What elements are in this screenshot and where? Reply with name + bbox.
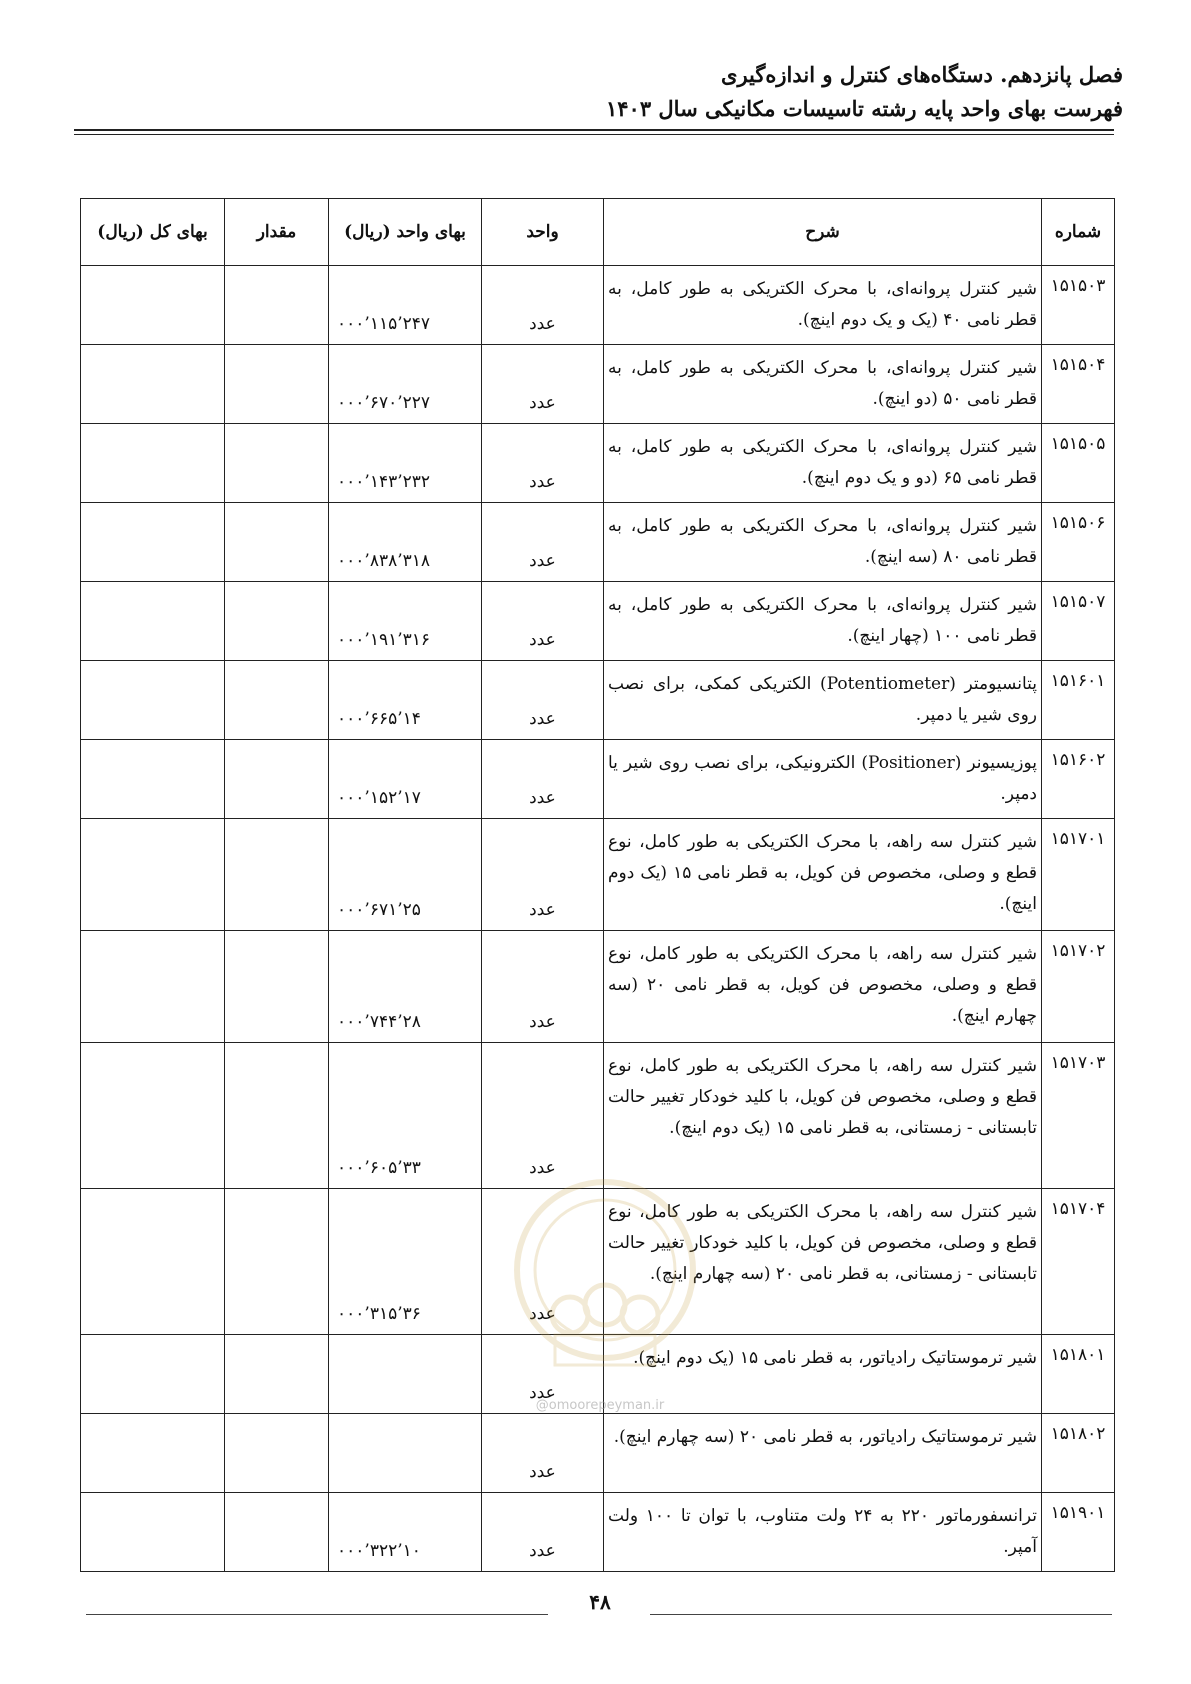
row-quantity: [225, 1414, 329, 1493]
row-unit: عدد: [482, 266, 604, 345]
header-unit: واحد: [482, 199, 604, 266]
row-quantity: [225, 582, 329, 661]
header-quantity: مقدار: [225, 199, 329, 266]
row-code: ۱۵۱۷۰۴: [1042, 1189, 1115, 1335]
row-total: [81, 582, 225, 661]
row-unit-price: [329, 1414, 482, 1493]
watermark-text: @omoorepeyman.ir: [535, 1398, 665, 1413]
row-unit: عدد: [482, 931, 604, 1043]
row-unit-price: ۳۱۶’۱۹۱’۰۰۰: [329, 582, 482, 661]
row-quantity: [225, 1335, 329, 1414]
row-quantity: [225, 661, 329, 740]
row-code: ۱۵۱۷۰۲: [1042, 931, 1115, 1043]
row-total: [81, 1335, 225, 1414]
row-total: [81, 740, 225, 819]
page-number: ۴۸: [589, 1590, 611, 1614]
header-rule: [74, 129, 1114, 131]
row-unit-price: ۲۴۷’۱۱۵’۰۰۰: [329, 266, 482, 345]
chapter-title: فصل پانزدهم. دستگاه‌های کنترل و اندازه‌گیری: [721, 62, 1123, 87]
row-code: ۱۵۱۵۰۶: [1042, 503, 1115, 582]
table-row: [81, 1189, 1115, 1335]
row-unit-price: ۱۴’۶۶۵’۰۰۰: [329, 661, 482, 740]
header-description: شرح: [604, 199, 1042, 266]
row-code: ۱۵۱۸۰۱: [1042, 1335, 1115, 1414]
table-row: [81, 503, 1115, 582]
table-row: [81, 740, 1115, 819]
row-unit-price: ۱۷’۱۵۲’۰۰۰: [329, 740, 482, 819]
row-code: ۱۵۱۶۰۲: [1042, 740, 1115, 819]
table-row: [81, 931, 1115, 1043]
row-description: ترانسفورماتور ۲۲۰ به ۲۴ ولت متناوب، با توان تا ۱۰۰ ولت آمپر.: [604, 1493, 1042, 1572]
row-description: شیر ترموستاتیک رادیاتور، به قطر نامی ۱۵ (یک دوم اینچ).: [604, 1335, 1042, 1414]
header-code: شماره: [1042, 199, 1115, 266]
row-code: ۱۵۱۹۰۱: [1042, 1493, 1115, 1572]
row-quantity: [225, 740, 329, 819]
row-description: شیر کنترل سه راهه، با محرک الکتریکی به طور کامل، نوع قطع و وصلی، مخصوص فن کویل، با کلید خودکار تغییر حالت تابستانی - زمستانی، به قطر نامی ۲۰ (سه چهارم اینچ).: [604, 1189, 1042, 1335]
table-row: [81, 1493, 1115, 1572]
row-unit-price: [329, 1335, 482, 1414]
footer-rule-right: [650, 1614, 1112, 1615]
row-code: ۱۵۱۷۰۳: [1042, 1043, 1115, 1189]
row-quantity: [225, 1189, 329, 1335]
row-description: شیر کنترل پروانه‌ای، با محرک الکتریکی به طور کامل، به قطر نامی ۸۰ (سه اینچ).: [604, 503, 1042, 582]
table-row: [81, 266, 1115, 345]
row-description: شیر کنترل پروانه‌ای، با محرک الکتریکی به طور کامل، به قطر نامی ۴۰ (یک و یک دوم اینچ).: [604, 266, 1042, 345]
row-unit: عدد: [482, 1043, 604, 1189]
row-unit: عدد: [482, 819, 604, 931]
row-description: شیر ترموستاتیک رادیاتور، به قطر نامی ۲۰ (سه چهارم اینچ).: [604, 1414, 1042, 1493]
row-description: شیر کنترل سه راهه، با محرک الکتریکی به طور کامل، نوع قطع و وصلی، مخصوص فن کویل، به قطر نامی ۱۵ (یک دوم اینچ).: [604, 819, 1042, 931]
row-unit-price: ۲۸’۷۴۴’۰۰۰: [329, 931, 482, 1043]
row-description: شیر کنترل پروانه‌ای، با محرک الکتریکی به طور کامل، به قطر نامی ۵۰ (دو اینچ).: [604, 345, 1042, 424]
row-description: پوزیسیونر (Positioner) الکترونیکی، برای نصب روی شیر یا دمپر.: [604, 740, 1042, 819]
row-quantity: [225, 1493, 329, 1572]
row-unit-price: ۱۰’۳۲۲’۰۰۰: [329, 1493, 482, 1572]
document-subtitle: فهرست بهای واحد پایه رشته تاسیسات مکانیکی سال ۱۴۰۳: [605, 96, 1123, 121]
row-total: [81, 1043, 225, 1189]
row-code: ۱۵۱۵۰۴: [1042, 345, 1115, 424]
row-total: [81, 266, 225, 345]
header-rule-thin: [74, 134, 1114, 135]
row-description: پتانسیومتر (Potentiometer) الکتریکی کمکی، برای نصب روی شیر یا دمپر.: [604, 661, 1042, 740]
row-description: شیر کنترل پروانه‌ای، با محرک الکتریکی به طور کامل، به قطر نامی ۱۰۰ (چهار اینچ).: [604, 582, 1042, 661]
row-code: ۱۵۱۵۰۵: [1042, 424, 1115, 503]
table-row: [81, 582, 1115, 661]
table-row: [81, 345, 1115, 424]
row-total: [81, 1189, 225, 1335]
row-total: [81, 661, 225, 740]
row-code: ۱۵۱۵۰۷: [1042, 582, 1115, 661]
row-description: شیر کنترل سه راهه، با محرک الکتریکی به طور کامل، نوع قطع و وصلی، مخصوص فن کویل، با کلید خودکار تغییر حالت تابستانی - زمستانی، به قطر نامی ۱۵ (یک دوم اینچ).: [604, 1043, 1042, 1189]
row-total: [81, 931, 225, 1043]
row-unit: عدد: [482, 1335, 604, 1414]
row-unit-price: ۳۳’۶۰۵’۰۰۰: [329, 1043, 482, 1189]
row-quantity: [225, 931, 329, 1043]
row-code: ۱۵۱۸۰۲: [1042, 1414, 1115, 1493]
row-quantity: [225, 424, 329, 503]
table-row: [81, 1414, 1115, 1493]
row-description: شیر کنترل پروانه‌ای، با محرک الکتریکی به طور کامل، به قطر نامی ۶۵ (دو و یک دوم اینچ).: [604, 424, 1042, 503]
row-quantity: [225, 819, 329, 931]
row-code: ۱۵۱۵۰۳: [1042, 266, 1115, 345]
header-total-price: بهای کل (ریال): [81, 199, 225, 266]
row-total: [81, 345, 225, 424]
row-unit: عدد: [482, 503, 604, 582]
row-quantity: [225, 1043, 329, 1189]
row-description: شیر کنترل سه راهه، با محرک الکتریکی به طور کامل، نوع قطع و وصلی، مخصوص فن کویل، به قطر نامی ۲۰ (سه چهارم اینچ).: [604, 931, 1042, 1043]
row-unit: عدد: [482, 740, 604, 819]
row-unit-price: ۳۶’۳۱۵’۰۰۰: [329, 1189, 482, 1335]
row-code: ۱۵۱۶۰۱: [1042, 661, 1115, 740]
row-unit-price: ۲۲۷’۶۷۰’۰۰۰: [329, 345, 482, 424]
row-unit: عدد: [482, 661, 604, 740]
price-table: [80, 198, 1115, 1572]
row-unit: عدد: [482, 1414, 604, 1493]
row-unit: عدد: [482, 1189, 604, 1335]
row-unit-price: ۲۳۲’۱۴۳’۰۰۰: [329, 424, 482, 503]
row-total: [81, 424, 225, 503]
row-code: ۱۵۱۷۰۱: [1042, 819, 1115, 931]
row-unit: عدد: [482, 1493, 604, 1572]
row-total: [81, 503, 225, 582]
page-header: [606, 58, 1123, 126]
table-row: [81, 661, 1115, 740]
row-unit: عدد: [482, 582, 604, 661]
footer-rule-left: [86, 1614, 548, 1615]
table-row: [81, 819, 1115, 931]
row-unit-price: ۳۱۸’۸۳۸’۰۰۰: [329, 503, 482, 582]
row-quantity: [225, 503, 329, 582]
row-total: [81, 1493, 225, 1572]
row-unit-price: ۲۵’۶۷۱’۰۰۰: [329, 819, 482, 931]
row-quantity: [225, 266, 329, 345]
row-unit: عدد: [482, 345, 604, 424]
header-unit-price: بهای واحد (ریال): [329, 199, 482, 266]
row-total: [81, 819, 225, 931]
table-row: [81, 424, 1115, 503]
table-row: [81, 1043, 1115, 1189]
row-quantity: [225, 345, 329, 424]
row-unit: عدد: [482, 424, 604, 503]
table-header-row: [81, 199, 1115, 266]
row-total: [81, 1414, 225, 1493]
